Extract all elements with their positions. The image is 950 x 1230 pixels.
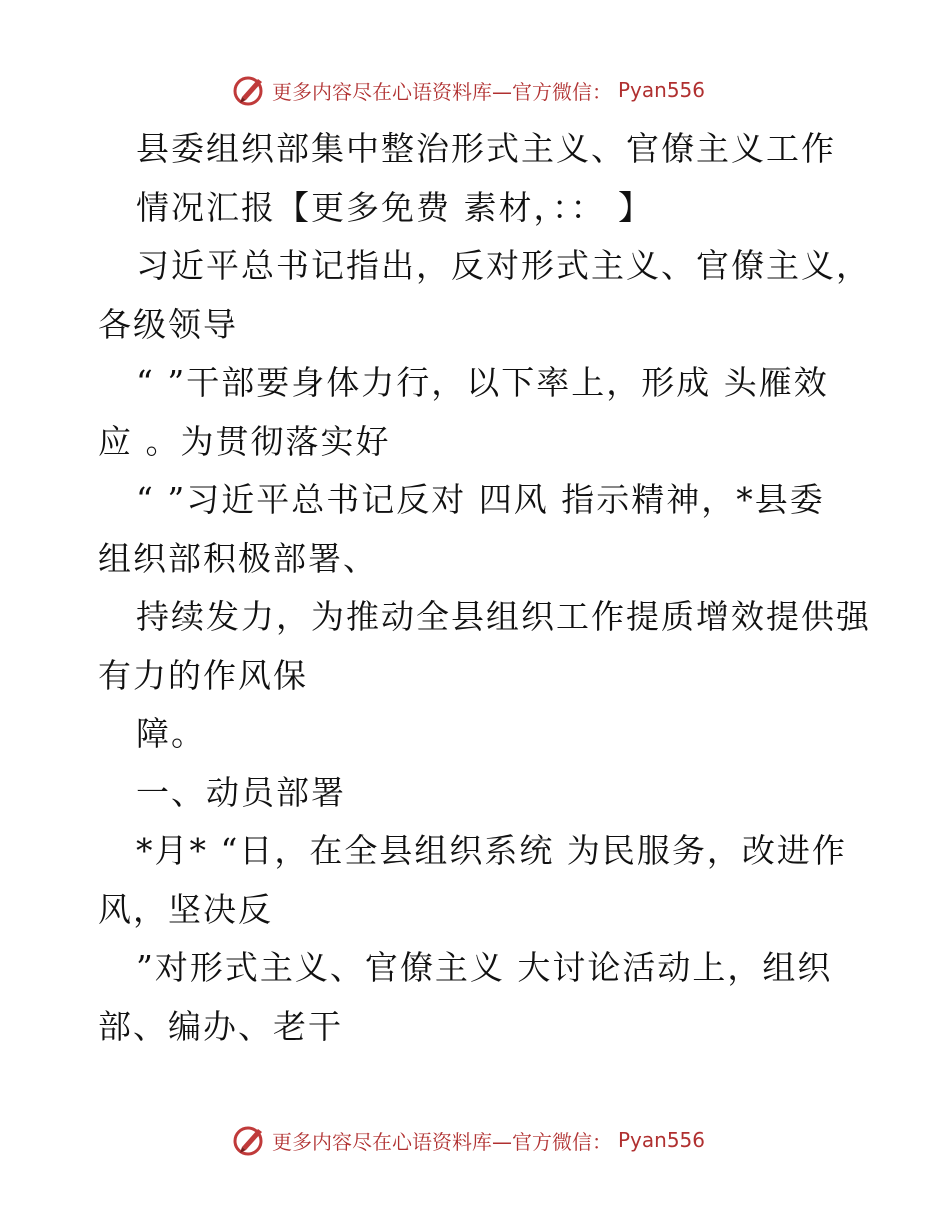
banner-text: 更多内容尽在心语资料库—官方微信： — [272, 1129, 612, 1154]
header-banner — [232, 72, 705, 108]
paragraph-line: 组织部积极部署、 — [98, 538, 378, 578]
paragraph-line: 有力的作风保 — [98, 655, 308, 695]
paragraph-line: 习近平总书记指出，反对形式主义、官僚主义， — [136, 246, 871, 285]
paragraph-line: 持续发力，为推动全县组织工作提质增效提供强 — [136, 597, 871, 636]
paragraph-line: 障。 — [136, 714, 206, 753]
pen-logo-icon — [232, 73, 266, 107]
banner-wechat-id: Pyan556 — [618, 1128, 706, 1152]
pen-logo-icon — [232, 1123, 266, 1157]
banner-wechat-id: Pyan556 — [618, 78, 706, 102]
document-body — [98, 120, 871, 1056]
paragraph-line: *月* “日，在全县组织系统 为民服务，改进作 — [136, 831, 847, 870]
paragraph-line: 各级领导 — [98, 304, 238, 344]
title-line-2: 情况汇报【更多免费 素材，：： 】 — [136, 187, 653, 227]
paragraph-line: “ ”干部要身体力行，以下率上，形成 头雁效 — [136, 363, 829, 402]
paragraph-line: 风，坚决反 — [98, 889, 273, 929]
paragraph-line: 部、编办、老干 — [98, 1006, 343, 1046]
paragraph-line: ”对形式主义、官僚主义 大讨论活动上，组织 — [136, 948, 833, 987]
footer-banner — [232, 1122, 705, 1158]
title-line-1: 县委组织部集中整治形式主义、官僚主义工作 — [136, 129, 836, 168]
paragraph-line: “ ”习近平总书记反对 四风 指示精神，*县委 — [136, 480, 825, 519]
banner-text: 更多内容尽在心语资料库—官方微信： — [272, 79, 612, 104]
section-heading: 一、动员部署 — [136, 772, 346, 812]
paragraph-line: 应 。为贯彻落实好 — [98, 421, 391, 461]
